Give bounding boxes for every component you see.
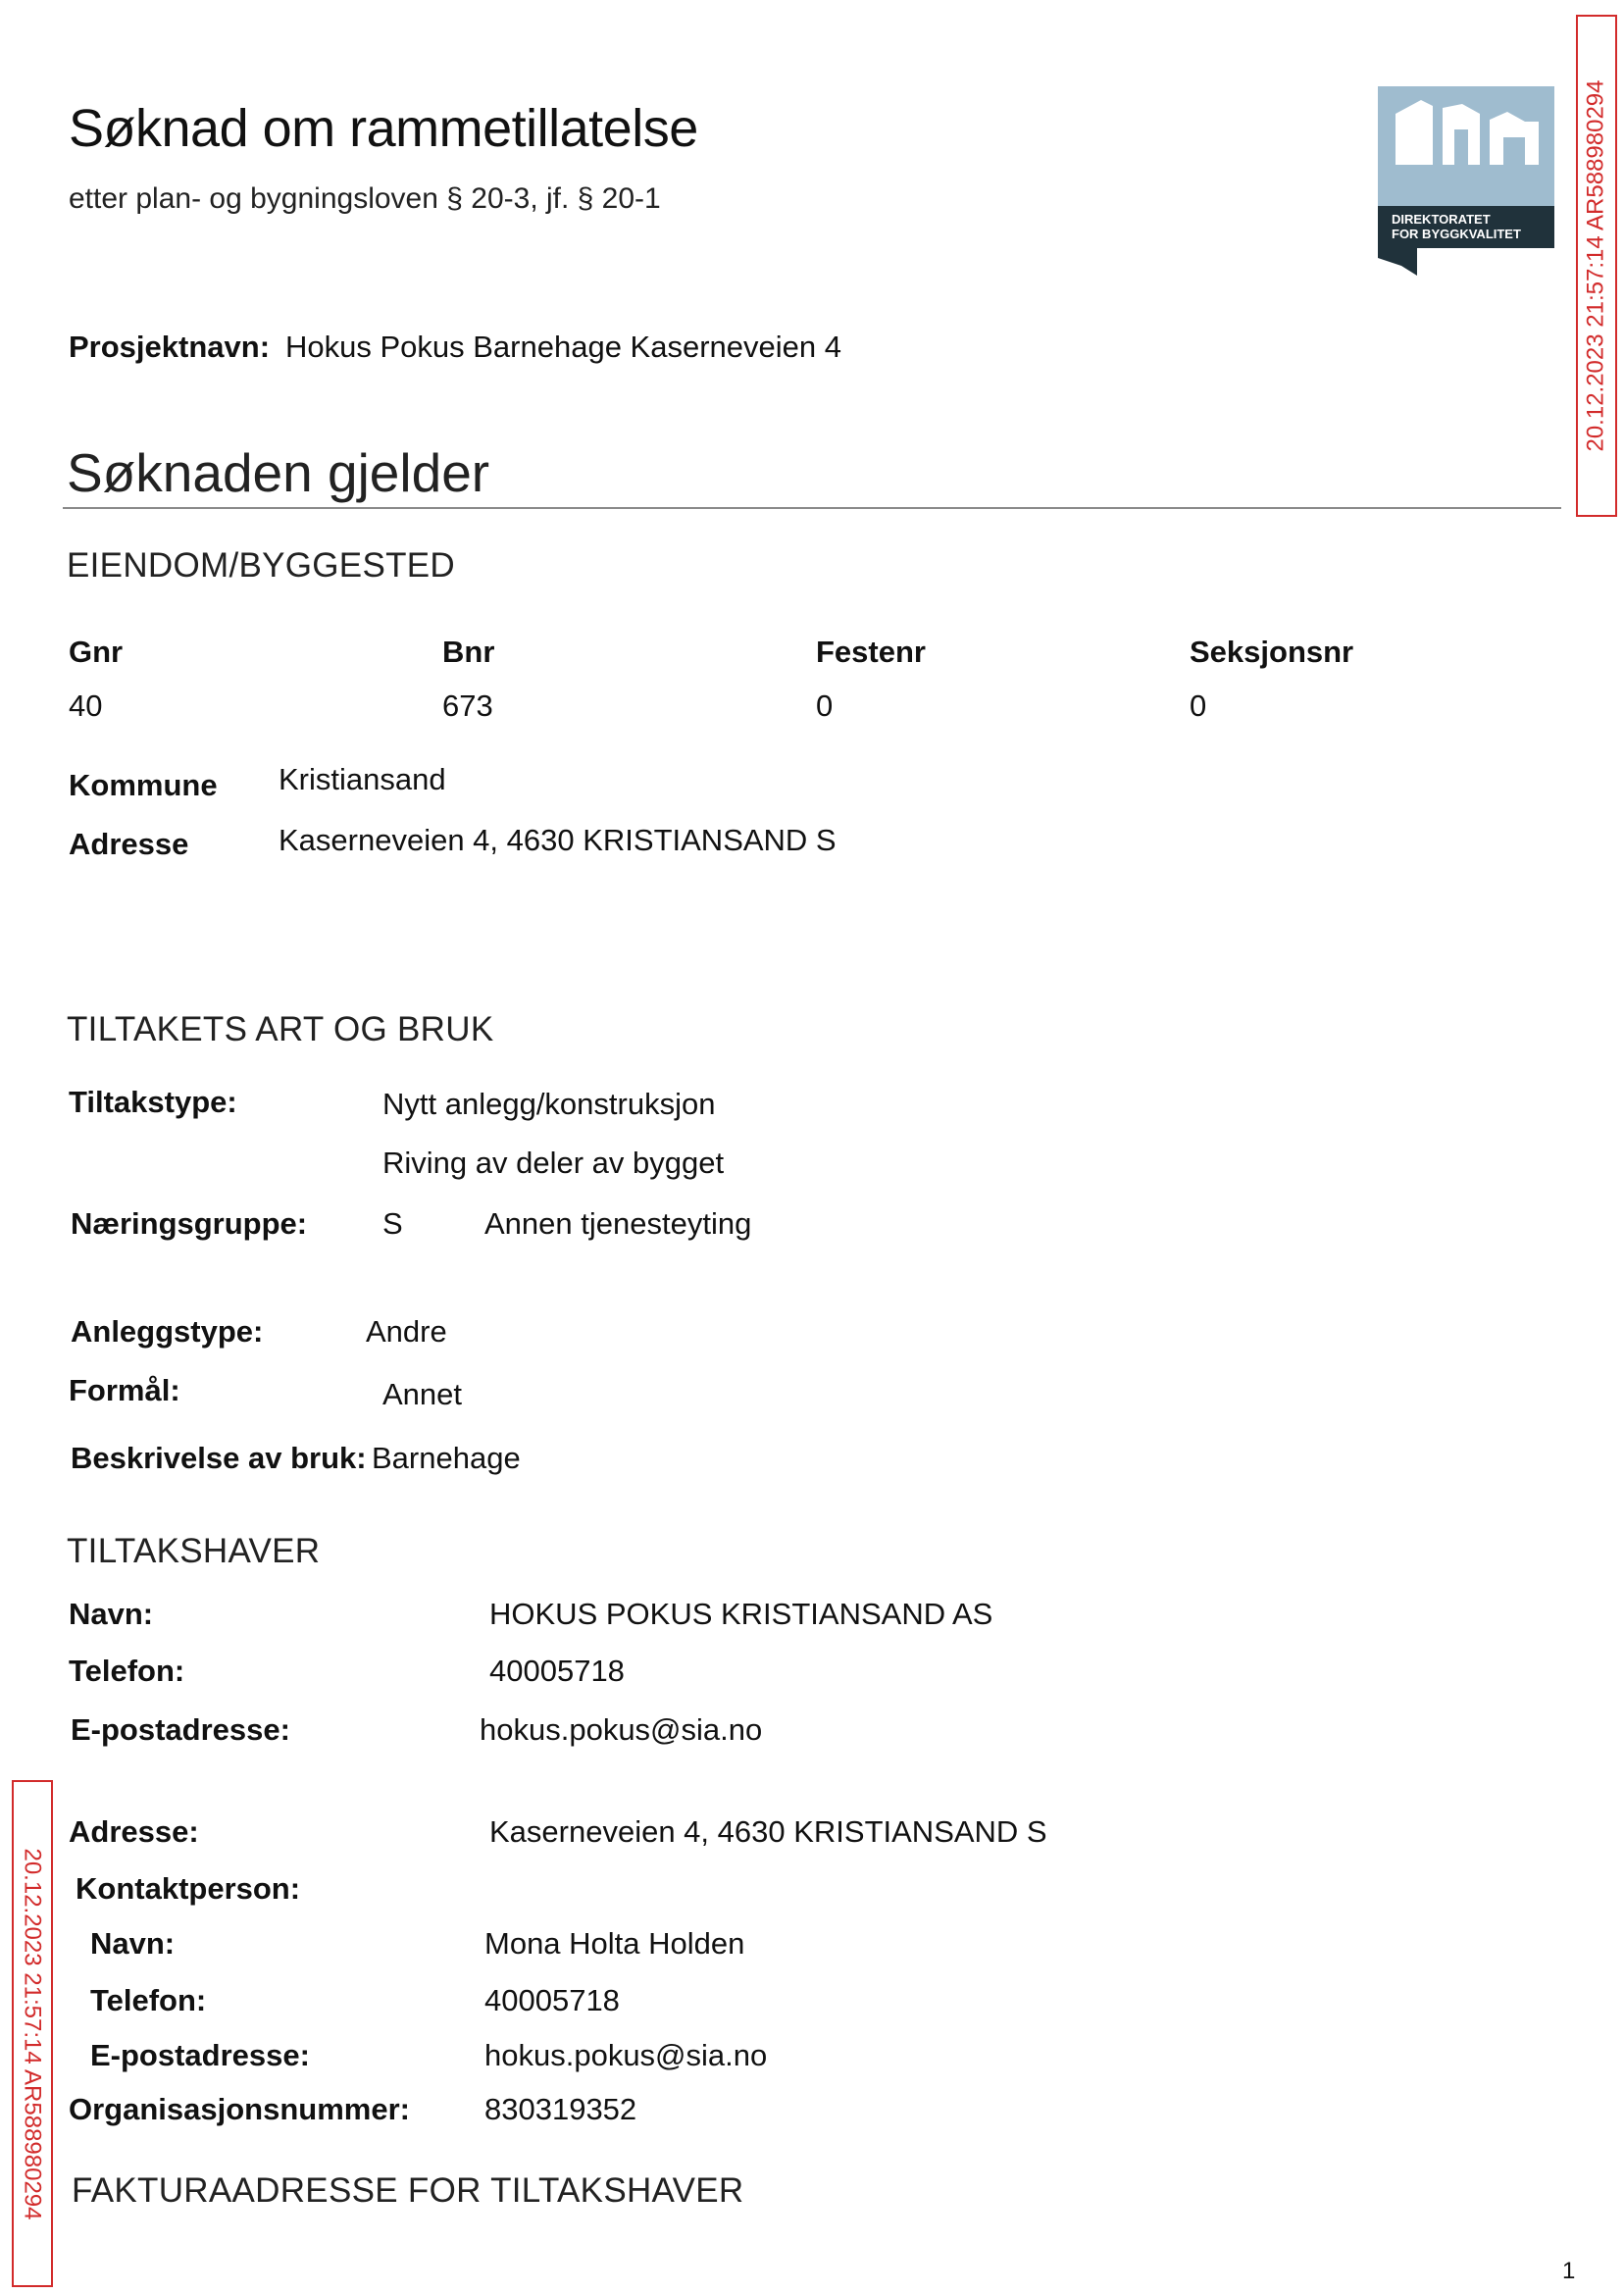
tiltakstype-value-2: Riving av deler av bygget [382,1146,725,1180]
anleggstype-label: Anleggstype: [71,1314,264,1349]
tiltak-heading: TILTAKETS ART OG BRUK [67,1010,494,1048]
logo-text-line1: DIREKTORATET [1392,212,1491,227]
bnr-label: Bnr [442,635,495,669]
timestamp-stamp-left [12,1780,53,2287]
bnr-value: 673 [442,688,493,723]
beskrivelse-label: Beskrivelse av bruk: [71,1441,367,1475]
eiendom-heading: EIENDOM/BYGGESTED [67,546,455,585]
logo-text [1378,206,1554,248]
beskrivelse-value: Barnehage [372,1441,521,1475]
orgnr-label: Organisasjonsnummer: [69,2092,410,2126]
document-title: Søknad om rammetillatelse [69,99,698,158]
tiltakshaver-telefon-label: Telefon: [69,1654,185,1688]
tiltakshaver-telefon-value: 40005718 [489,1654,625,1688]
timestamp-stamp-top [1576,15,1617,517]
adresse-value: Kaserneveien 4, 4630 KRISTIANSAND S [279,823,837,857]
tiltakshaver-epost-value: hokus.pokus@sia.no [480,1712,763,1747]
orgnr-value: 830319352 [484,2092,637,2126]
page-number: 1 [1562,2258,1576,2284]
kontaktperson-label: Kontaktperson: [76,1871,301,1906]
tiltakshaver-navn-value: HOKUS POKUS KRISTIANSAND AS [489,1597,993,1631]
logo-flag-shape [1378,248,1417,276]
seksjonsnr-value: 0 [1190,688,1207,723]
building-icon [1378,86,1554,206]
kontakt-navn-label: Navn: [90,1926,176,1961]
kommune-label: Kommune [69,768,218,802]
tiltakshaver-heading: TILTAKSHAVER [67,1532,321,1570]
dibk-logo [1378,86,1554,278]
adresse-label: Adresse [69,827,189,861]
faktura-heading: FAKTURAADRESSE FOR TILTAKSHAVER [72,2171,744,2210]
kontakt-epost-value: hokus.pokus@sia.no [484,2038,768,2072]
project-name: Hokus Pokus Barnehage Kaserneveien 4 [285,330,841,364]
formaal-label: Formål: [69,1373,180,1407]
section-divider [63,507,1561,509]
festenr-value: 0 [816,688,834,723]
document-subtitle: etter plan- og bygningsloven § 20-3, jf. § 20-1 [69,182,661,215]
tiltakstype-label: Tiltakstype: [69,1085,237,1119]
tiltakshaver-adresse-label: Adresse: [69,1814,199,1849]
formaal-value: Annet [382,1377,463,1411]
gnr-value: 40 [69,688,103,723]
section-title: Søknaden gjelder [67,442,490,503]
stamp-text: 20.12.2023 21:57:14 AR588980294 [1583,79,1609,452]
seksjonsnr-label: Seksjonsnr [1190,635,1354,669]
tiltakshaver-adresse-value: Kaserneveien 4, 4630 KRISTIANSAND S [489,1814,1047,1849]
kontakt-telefon-value: 40005718 [484,1983,620,2017]
tiltakstype-value-1: Nytt anlegg/konstruksjon [382,1087,716,1121]
naeringsgruppe-label: Næringsgruppe: [71,1206,308,1241]
tiltakshaver-navn-label: Navn: [69,1597,154,1631]
kontakt-epost-label: E-postadresse: [90,2038,310,2072]
logo-mark [1378,86,1554,206]
tiltakshaver-epost-label: E-postadresse: [71,1712,290,1747]
kontakt-telefon-label: Telefon: [90,1983,207,2017]
project-label: Prosjektnavn: [69,330,271,364]
anleggstype-value: Andre [366,1314,447,1349]
stamp-text: 20.12.2023 21:57:14 AR588980294 [20,1847,46,2220]
naeringsgruppe-code: S [382,1206,403,1241]
naeringsgruppe-value: Annen tjenesteyting [484,1206,752,1241]
kontakt-navn-value: Mona Holta Holden [484,1926,745,1961]
gnr-label: Gnr [69,635,124,669]
logo-text-line2: FOR BYGGKVALITET [1392,227,1521,241]
kommune-value: Kristiansand [279,762,446,796]
festenr-label: Festenr [816,635,926,669]
